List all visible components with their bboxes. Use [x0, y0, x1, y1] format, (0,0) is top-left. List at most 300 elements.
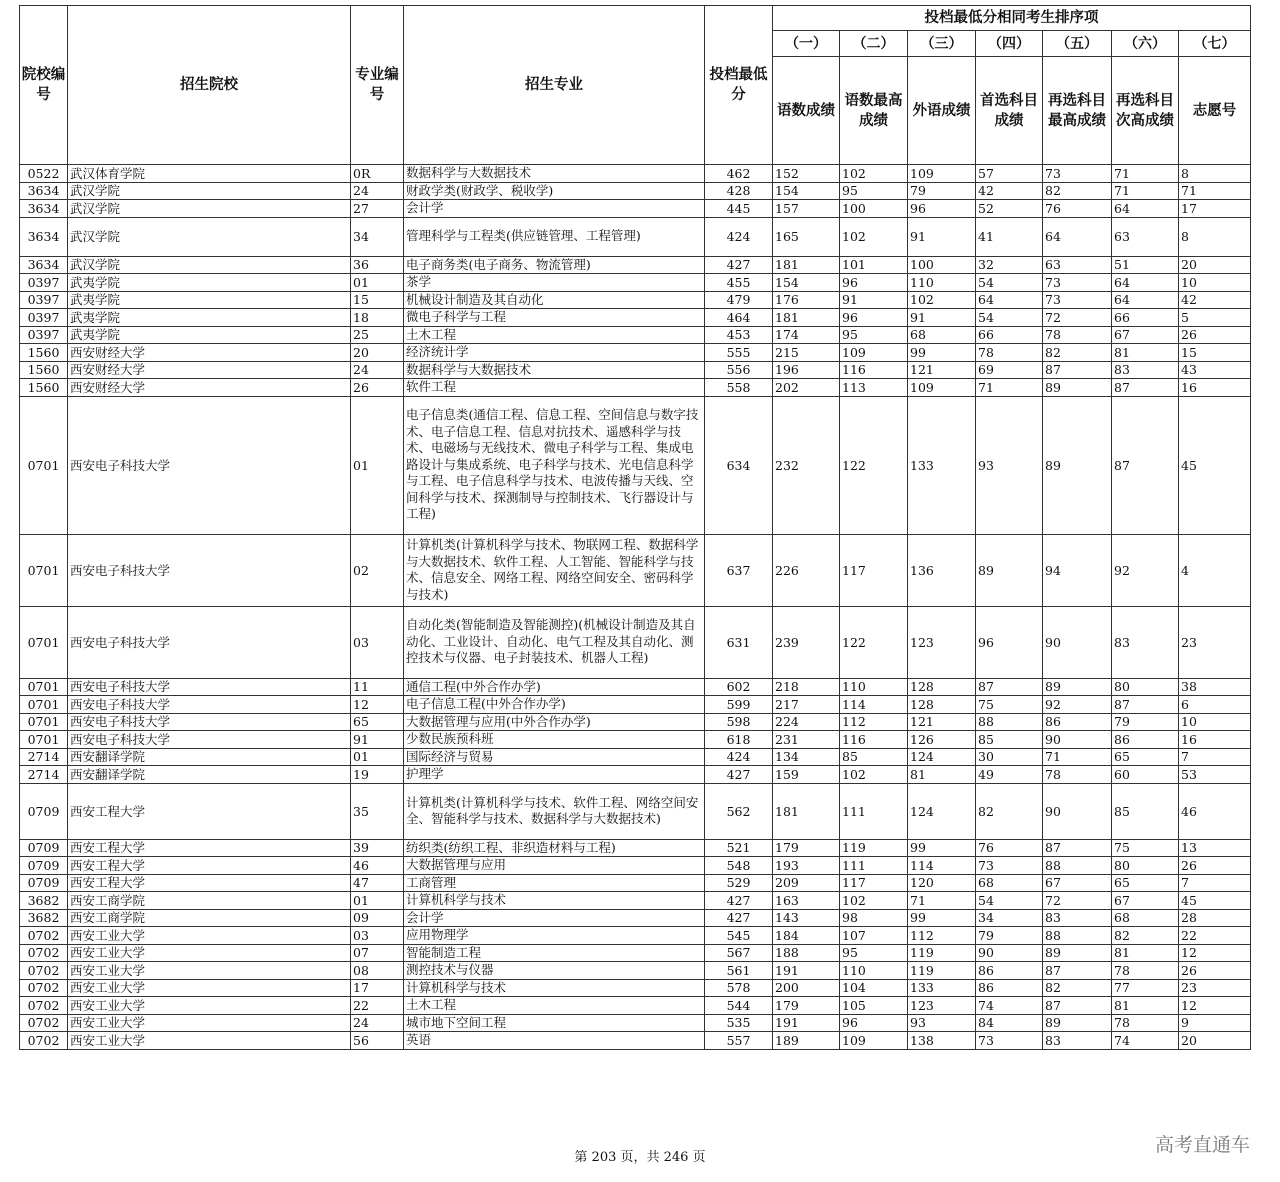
- header-criterion-6: 再选科目次高成绩: [1112, 57, 1179, 165]
- table-row: [20, 731, 1251, 749]
- cell-sort-2: 116: [840, 361, 908, 379]
- header-major-name: 招生专业: [404, 6, 705, 165]
- table-row: [20, 1014, 1251, 1032]
- table-row: [20, 396, 1251, 534]
- cell-major-name: 软件工程: [404, 379, 705, 397]
- cell-school-code: 3634: [20, 217, 68, 256]
- cell-sort-5: 78: [1043, 766, 1112, 784]
- cell-sort-1: 152: [773, 165, 840, 183]
- cell-min-score: 567: [705, 944, 773, 962]
- cell-sort-5: 83: [1043, 1032, 1112, 1050]
- cell-sort-2: 101: [840, 256, 908, 274]
- cell-sort-1: 174: [773, 326, 840, 344]
- cell-sort-2: 95: [840, 944, 908, 962]
- cell-sort-4: 54: [976, 892, 1043, 910]
- header-criterion-4: 首选科目成绩: [976, 57, 1043, 165]
- cell-sort-7: 45: [1179, 396, 1251, 534]
- cell-sort-6: 81: [1112, 344, 1179, 362]
- cell-sort-7: 23: [1179, 979, 1251, 997]
- cell-school-code: 0701: [20, 396, 68, 534]
- cell-sort-5: 76: [1043, 200, 1112, 218]
- cell-sort-6: 65: [1112, 874, 1179, 892]
- cell-sort-3: 102: [908, 291, 976, 309]
- cell-sort-1: 224: [773, 713, 840, 731]
- cell-sort-7: 46: [1179, 783, 1251, 839]
- table-row: [20, 291, 1251, 309]
- cell-sort-4: 54: [976, 274, 1043, 292]
- cell-min-score: 479: [705, 291, 773, 309]
- cell-sort-3: 68: [908, 326, 976, 344]
- header-sort-group: 投档最低分相同考生排序项: [773, 6, 1251, 31]
- cell-sort-3: 138: [908, 1032, 976, 1050]
- cell-sort-6: 80: [1112, 857, 1179, 875]
- cell-school-name: 西安工业大学: [68, 927, 351, 945]
- cell-sort-4: 68: [976, 874, 1043, 892]
- cell-min-score: 598: [705, 713, 773, 731]
- cell-sort-4: 86: [976, 979, 1043, 997]
- cell-major-code: 03: [351, 606, 404, 678]
- cell-sort-3: 119: [908, 962, 976, 980]
- cell-sort-3: 96: [908, 200, 976, 218]
- cell-sort-7: 71: [1179, 182, 1251, 200]
- cell-sort-6: 81: [1112, 944, 1179, 962]
- cell-sort-2: 85: [840, 748, 908, 766]
- cell-sort-1: 134: [773, 748, 840, 766]
- cell-sort-6: 79: [1112, 713, 1179, 731]
- cell-sort-5: 89: [1043, 1014, 1112, 1032]
- cell-major-name: 数据科学与大数据技术: [404, 361, 705, 379]
- cell-min-score: 464: [705, 309, 773, 327]
- cell-sort-5: 88: [1043, 857, 1112, 875]
- cell-sort-2: 109: [840, 344, 908, 362]
- cell-major-name: 电子信息工程(中外合作办学): [404, 696, 705, 714]
- cell-sort-7: 20: [1179, 256, 1251, 274]
- cell-sort-6: 83: [1112, 361, 1179, 379]
- cell-sort-6: 75: [1112, 839, 1179, 857]
- cell-sort-1: 200: [773, 979, 840, 997]
- cell-sort-7: 8: [1179, 165, 1251, 183]
- cell-major-code: 24: [351, 182, 404, 200]
- cell-major-code: 17: [351, 979, 404, 997]
- cell-sort-5: 72: [1043, 892, 1112, 910]
- cell-sort-2: 98: [840, 909, 908, 927]
- cell-school-name: 武汉学院: [68, 182, 351, 200]
- cell-school-name: 西安工业大学: [68, 979, 351, 997]
- cell-major-name: 土木工程: [404, 326, 705, 344]
- cell-sort-1: 209: [773, 874, 840, 892]
- cell-sort-6: 64: [1112, 200, 1179, 218]
- cell-sort-6: 71: [1112, 165, 1179, 183]
- cell-major-code: 01: [351, 274, 404, 292]
- table-row: [20, 678, 1251, 696]
- cell-school-code: 0701: [20, 534, 68, 606]
- cell-sort-4: 57: [976, 165, 1043, 183]
- cell-sort-3: 123: [908, 606, 976, 678]
- cell-sort-5: 87: [1043, 361, 1112, 379]
- cell-sort-7: 26: [1179, 962, 1251, 980]
- cell-sort-5: 78: [1043, 326, 1112, 344]
- cell-sort-4: 86: [976, 962, 1043, 980]
- cell-sort-5: 90: [1043, 783, 1112, 839]
- cell-sort-6: 64: [1112, 291, 1179, 309]
- cell-major-code: 01: [351, 396, 404, 534]
- cell-sort-5: 82: [1043, 979, 1112, 997]
- cell-sort-2: 122: [840, 606, 908, 678]
- header-criterion-3: 外语成绩: [908, 57, 976, 165]
- cell-school-code: 0709: [20, 839, 68, 857]
- cell-sort-2: 119: [840, 839, 908, 857]
- cell-school-name: 西安工商学院: [68, 909, 351, 927]
- cell-min-score: 529: [705, 874, 773, 892]
- table-row: [20, 274, 1251, 292]
- cell-major-name: 土木工程: [404, 997, 705, 1015]
- cell-min-score: 618: [705, 731, 773, 749]
- cell-sort-2: 102: [840, 766, 908, 784]
- cell-major-code: 11: [351, 678, 404, 696]
- cell-major-name: 经济统计学: [404, 344, 705, 362]
- cell-sort-7: 4: [1179, 534, 1251, 606]
- table-row: [20, 606, 1251, 678]
- cell-major-name: 自动化类(智能制造及智能测控)(机械设计制造及其自动化、工业设计、自动化、电气工程及其自动化、测控技术与仪器、电子封装技术、机器人工程): [404, 606, 705, 678]
- cell-min-score: 427: [705, 256, 773, 274]
- cell-sort-5: 82: [1043, 344, 1112, 362]
- cell-school-name: 武汉学院: [68, 200, 351, 218]
- cell-major-code: 56: [351, 1032, 404, 1050]
- cell-sort-3: 91: [908, 217, 976, 256]
- cell-school-name: 西安电子科技大学: [68, 606, 351, 678]
- cell-sort-7: 38: [1179, 678, 1251, 696]
- header-criterion-2: 语数最高成绩: [840, 57, 908, 165]
- cell-sort-7: 26: [1179, 326, 1251, 344]
- cell-sort-4: 69: [976, 361, 1043, 379]
- cell-sort-4: 74: [976, 997, 1043, 1015]
- cell-sort-7: 22: [1179, 927, 1251, 945]
- cell-sort-2: 117: [840, 874, 908, 892]
- cell-major-code: 12: [351, 696, 404, 714]
- cell-sort-3: 128: [908, 678, 976, 696]
- cell-sort-1: 232: [773, 396, 840, 534]
- cell-sort-3: 99: [908, 909, 976, 927]
- cell-sort-4: 75: [976, 696, 1043, 714]
- cell-min-score: 445: [705, 200, 773, 218]
- cell-sort-4: 73: [976, 857, 1043, 875]
- cell-sort-3: 99: [908, 344, 976, 362]
- cell-sort-4: 76: [976, 839, 1043, 857]
- cell-sort-2: 111: [840, 857, 908, 875]
- cell-major-code: 18: [351, 309, 404, 327]
- cell-sort-5: 90: [1043, 731, 1112, 749]
- cell-school-code: 0397: [20, 309, 68, 327]
- table-row: [20, 182, 1251, 200]
- cell-min-score: 427: [705, 766, 773, 784]
- cell-school-name: 西安电子科技大学: [68, 696, 351, 714]
- cell-sort-7: 12: [1179, 997, 1251, 1015]
- cell-sort-7: 7: [1179, 748, 1251, 766]
- cell-min-score: 462: [705, 165, 773, 183]
- cell-school-name: 西安财经大学: [68, 361, 351, 379]
- cell-sort-2: 122: [840, 396, 908, 534]
- cell-school-name: 西安财经大学: [68, 379, 351, 397]
- cell-min-score: 558: [705, 379, 773, 397]
- cell-major-code: 19: [351, 766, 404, 784]
- cell-school-code: 0702: [20, 997, 68, 1015]
- cell-major-name: 财政学类(财政学、税收学): [404, 182, 705, 200]
- cell-sort-1: 143: [773, 909, 840, 927]
- cell-sort-7: 7: [1179, 874, 1251, 892]
- cell-sort-2: 113: [840, 379, 908, 397]
- cell-school-code: 1560: [20, 344, 68, 362]
- cell-major-name: 城市地下空间工程: [404, 1014, 705, 1032]
- cell-sort-3: 71: [908, 892, 976, 910]
- cell-sort-5: 92: [1043, 696, 1112, 714]
- cell-school-name: 武汉学院: [68, 256, 351, 274]
- cell-sort-7: 5: [1179, 309, 1251, 327]
- cell-sort-2: 96: [840, 274, 908, 292]
- cell-major-code: 34: [351, 217, 404, 256]
- table-row: [20, 927, 1251, 945]
- cell-major-code: 25: [351, 326, 404, 344]
- table-row: [20, 1032, 1251, 1050]
- cell-school-code: 0397: [20, 274, 68, 292]
- cell-sort-4: 49: [976, 766, 1043, 784]
- cell-major-code: 09: [351, 909, 404, 927]
- cell-sort-5: 90: [1043, 606, 1112, 678]
- cell-school-name: 西安翻译学院: [68, 748, 351, 766]
- cell-sort-3: 99: [908, 839, 976, 857]
- cell-sort-5: 71: [1043, 748, 1112, 766]
- cell-major-code: 26: [351, 379, 404, 397]
- cell-sort-2: 100: [840, 200, 908, 218]
- table-row: [20, 217, 1251, 256]
- cell-major-code: 20: [351, 344, 404, 362]
- cell-sort-6: 77: [1112, 979, 1179, 997]
- table-row: [20, 309, 1251, 327]
- cell-sort-7: 8: [1179, 217, 1251, 256]
- cell-sort-2: 91: [840, 291, 908, 309]
- cell-sort-1: 163: [773, 892, 840, 910]
- cell-sort-6: 81: [1112, 997, 1179, 1015]
- cell-min-score: 424: [705, 748, 773, 766]
- cell-major-name: 茶学: [404, 274, 705, 292]
- cell-sort-3: 109: [908, 379, 976, 397]
- cell-sort-4: 85: [976, 731, 1043, 749]
- cell-sort-1: 159: [773, 766, 840, 784]
- cell-sort-3: 133: [908, 979, 976, 997]
- cell-sort-1: 179: [773, 997, 840, 1015]
- cell-school-name: 西安电子科技大学: [68, 396, 351, 534]
- cell-sort-6: 74: [1112, 1032, 1179, 1050]
- cell-sort-1: 218: [773, 678, 840, 696]
- cell-sort-2: 116: [840, 731, 908, 749]
- cell-major-code: 01: [351, 892, 404, 910]
- cell-sort-2: 102: [840, 165, 908, 183]
- admission-score-table: [19, 5, 1251, 1050]
- cell-school-name: 西安工程大学: [68, 839, 351, 857]
- header-order-6: （六）: [1112, 31, 1179, 57]
- cell-sort-1: 202: [773, 379, 840, 397]
- cell-school-code: 0701: [20, 606, 68, 678]
- cell-sort-1: 181: [773, 256, 840, 274]
- table-row: [20, 326, 1251, 344]
- cell-sort-5: 82: [1043, 182, 1112, 200]
- cell-major-code: 65: [351, 713, 404, 731]
- cell-school-code: 0709: [20, 783, 68, 839]
- cell-school-name: 西安电子科技大学: [68, 731, 351, 749]
- cell-school-code: 0522: [20, 165, 68, 183]
- cell-school-code: 3682: [20, 892, 68, 910]
- cell-major-name: 英语: [404, 1032, 705, 1050]
- cell-sort-3: 128: [908, 696, 976, 714]
- cell-school-code: 0702: [20, 1014, 68, 1032]
- cell-sort-6: 78: [1112, 962, 1179, 980]
- cell-sort-4: 93: [976, 396, 1043, 534]
- cell-sort-6: 87: [1112, 379, 1179, 397]
- cell-school-name: 武汉学院: [68, 217, 351, 256]
- cell-sort-4: 89: [976, 534, 1043, 606]
- cell-sort-6: 83: [1112, 606, 1179, 678]
- cell-sort-4: 87: [976, 678, 1043, 696]
- cell-major-name: 机械设计制造及其自动化: [404, 291, 705, 309]
- table-row: [20, 344, 1251, 362]
- cell-sort-4: 71: [976, 379, 1043, 397]
- cell-major-name: 护理学: [404, 766, 705, 784]
- cell-sort-6: 71: [1112, 182, 1179, 200]
- cell-sort-4: 54: [976, 309, 1043, 327]
- cell-sort-1: 239: [773, 606, 840, 678]
- cell-sort-4: 88: [976, 713, 1043, 731]
- cell-school-name: 西安工业大学: [68, 1014, 351, 1032]
- cell-sort-2: 107: [840, 927, 908, 945]
- cell-sort-4: 41: [976, 217, 1043, 256]
- cell-sort-1: 181: [773, 309, 840, 327]
- cell-school-name: 武汉体育学院: [68, 165, 351, 183]
- cell-sort-7: 15: [1179, 344, 1251, 362]
- cell-major-name: 电子商务类(电子商务、物流管理): [404, 256, 705, 274]
- table-row: [20, 783, 1251, 839]
- cell-school-name: 西安工业大学: [68, 1032, 351, 1050]
- header-order-7: （七）: [1179, 31, 1251, 57]
- cell-sort-2: 112: [840, 713, 908, 731]
- cell-sort-3: 93: [908, 1014, 976, 1032]
- cell-sort-3: 124: [908, 783, 976, 839]
- cell-min-score: 562: [705, 783, 773, 839]
- cell-sort-5: 87: [1043, 839, 1112, 857]
- table-row: [20, 997, 1251, 1015]
- cell-major-code: 27: [351, 200, 404, 218]
- table-row: [20, 839, 1251, 857]
- cell-sort-5: 86: [1043, 713, 1112, 731]
- cell-sort-2: 95: [840, 182, 908, 200]
- cell-sort-5: 89: [1043, 396, 1112, 534]
- cell-sort-7: 17: [1179, 200, 1251, 218]
- cell-school-code: 2714: [20, 766, 68, 784]
- cell-min-score: 637: [705, 534, 773, 606]
- cell-sort-1: 157: [773, 200, 840, 218]
- cell-sort-5: 63: [1043, 256, 1112, 274]
- cell-major-name: 计算机科学与技术: [404, 892, 705, 910]
- cell-sort-7: 20: [1179, 1032, 1251, 1050]
- cell-sort-3: 136: [908, 534, 976, 606]
- table-row: [20, 857, 1251, 875]
- cell-sort-5: 64: [1043, 217, 1112, 256]
- cell-school-code: 3634: [20, 182, 68, 200]
- cell-major-name: 纺织类(纺织工程、非织造材料与工程): [404, 839, 705, 857]
- cell-min-score: 535: [705, 1014, 773, 1032]
- cell-sort-1: 217: [773, 696, 840, 714]
- cell-min-score: 556: [705, 361, 773, 379]
- table-row: [20, 696, 1251, 714]
- cell-major-code: 91: [351, 731, 404, 749]
- table-row: [20, 944, 1251, 962]
- cell-min-score: 455: [705, 274, 773, 292]
- cell-major-name: 智能制造工程: [404, 944, 705, 962]
- cell-min-score: 521: [705, 839, 773, 857]
- cell-major-code: 08: [351, 962, 404, 980]
- cell-sort-1: 179: [773, 839, 840, 857]
- cell-sort-2: 111: [840, 783, 908, 839]
- cell-sort-5: 73: [1043, 274, 1112, 292]
- table-row: [20, 748, 1251, 766]
- cell-min-score: 548: [705, 857, 773, 875]
- table-row: [20, 892, 1251, 910]
- cell-min-score: 555: [705, 344, 773, 362]
- cell-major-code: 15: [351, 291, 404, 309]
- cell-sort-3: 124: [908, 748, 976, 766]
- cell-sort-6: 87: [1112, 396, 1179, 534]
- table-row: [20, 766, 1251, 784]
- cell-sort-6: 64: [1112, 274, 1179, 292]
- table-row: [20, 874, 1251, 892]
- cell-min-score: 453: [705, 326, 773, 344]
- cell-sort-1: 165: [773, 217, 840, 256]
- cell-major-name: 管理科学与工程类(供应链管理、工程管理): [404, 217, 705, 256]
- cell-major-code: 24: [351, 1014, 404, 1032]
- cell-sort-1: 176: [773, 291, 840, 309]
- header-school-name: 招生院校: [68, 6, 351, 165]
- cell-school-code: 3634: [20, 256, 68, 274]
- table-row: [20, 165, 1251, 183]
- cell-sort-4: 34: [976, 909, 1043, 927]
- table-row: [20, 361, 1251, 379]
- cell-school-code: 0702: [20, 979, 68, 997]
- cell-sort-7: 23: [1179, 606, 1251, 678]
- table-row: [20, 962, 1251, 980]
- cell-sort-5: 87: [1043, 962, 1112, 980]
- header-min-score: 投档最低分: [705, 6, 773, 165]
- cell-sort-7: 26: [1179, 857, 1251, 875]
- cell-sort-6: 82: [1112, 927, 1179, 945]
- cell-sort-3: 81: [908, 766, 976, 784]
- cell-school-name: 武夷学院: [68, 326, 351, 344]
- cell-major-name: 测控技术与仪器: [404, 962, 705, 980]
- cell-major-name: 电子信息类(通信工程、信息工程、空间信息与数字技术、电子信息工程、信息对抗技术、遥感科学与技术、电磁场与无线技术、微电子科学与工程、集成电路设计与集成系统、电子科学与技术、光电信息科学与工程、电子信息科学与技术、电波传播与天线、空间科学与技术、探测制导与控制技术、飞行器设计与工程): [404, 396, 705, 534]
- header-order-1: （一）: [773, 31, 840, 57]
- cell-major-name: 计算机类(计算机科学与技术、软件工程、网络空间安全、智能科学与技术、数据科学与大数据技术): [404, 783, 705, 839]
- cell-major-name: 会计学: [404, 200, 705, 218]
- cell-major-code: 0R: [351, 165, 404, 183]
- header-order-3: （三）: [908, 31, 976, 57]
- cell-sort-6: 85: [1112, 783, 1179, 839]
- cell-school-code: 0702: [20, 944, 68, 962]
- cell-min-score: 424: [705, 217, 773, 256]
- cell-school-code: 0701: [20, 678, 68, 696]
- cell-school-code: 0701: [20, 696, 68, 714]
- cell-sort-1: 154: [773, 274, 840, 292]
- cell-min-score: 428: [705, 182, 773, 200]
- table-row: [20, 534, 1251, 606]
- cell-sort-3: 79: [908, 182, 976, 200]
- cell-school-code: 2714: [20, 748, 68, 766]
